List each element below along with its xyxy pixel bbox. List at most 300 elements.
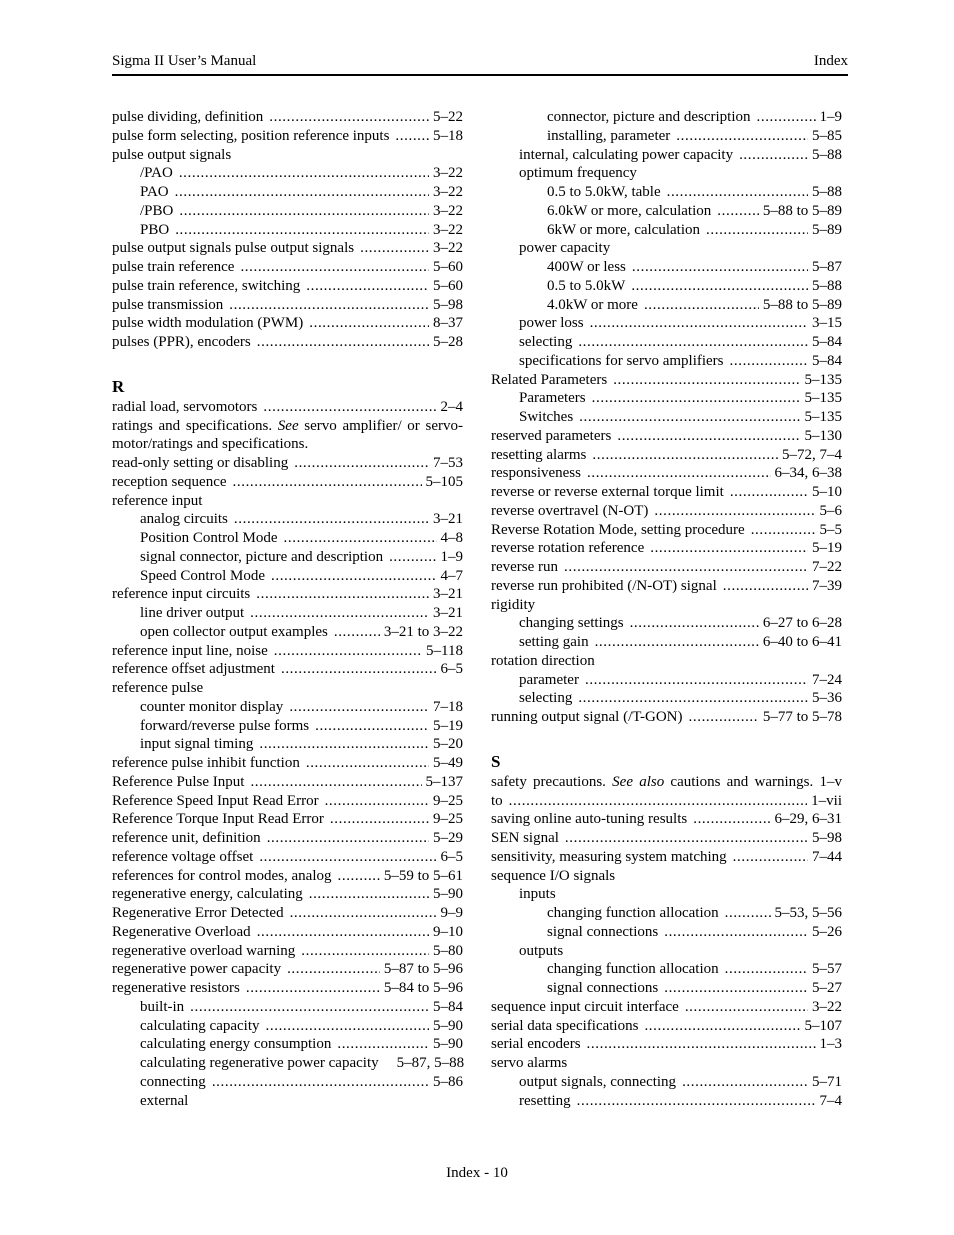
index-entry-text: SEN signal <box>491 830 559 846</box>
page-ref: 5–19 <box>812 540 842 557</box>
page-ref: 6–5 <box>440 661 463 678</box>
page-ref: 5–20 <box>433 736 463 753</box>
index-entry-text: changing function allocation <box>547 961 719 978</box>
page-ref: 5–88 to 5–89 <box>762 202 842 219</box>
section-heading: S <box>491 751 501 771</box>
leader-dots <box>284 529 437 548</box>
page-ref: 5–88 to 5–89 <box>762 296 842 313</box>
leader-dots <box>592 446 778 465</box>
page-ref: 5–84 <box>812 334 842 350</box>
leader-dots <box>234 510 429 529</box>
page-ref: 7–4 <box>819 1092 842 1109</box>
index-entry <box>112 998 463 1017</box>
page-ref: 5–60 <box>433 277 463 294</box>
index-entry <box>112 1092 463 1111</box>
leader-dots <box>259 848 436 867</box>
page-ref: 4–7 <box>440 567 463 584</box>
index-entry <box>491 314 842 333</box>
index-entry <box>112 296 463 315</box>
index-entry <box>491 792 842 811</box>
index-entry <box>112 867 463 886</box>
leader-dots <box>757 108 816 127</box>
index-entry-text: serial data specifications <box>491 1017 639 1034</box>
index-entry-text: input signal timing <box>140 736 254 753</box>
index-entry <box>491 596 842 615</box>
index-entry <box>112 529 463 548</box>
index-entry-text: rigidity <box>491 596 536 613</box>
leader-dots <box>676 127 808 146</box>
leader-dots <box>587 464 771 483</box>
index-entry-text: safety precautions. <box>491 773 613 790</box>
index-entry-text: pulse dividing, definition <box>112 109 264 125</box>
leader-dots <box>315 717 429 736</box>
index-entry-text: Regenerative Error Detected <box>112 905 284 921</box>
index-entry-text: reception sequence <box>112 473 227 490</box>
index-entry <box>491 464 842 483</box>
index-entry <box>112 1073 463 1092</box>
leader-dots <box>306 277 429 296</box>
index-entry <box>491 521 842 540</box>
index-entry <box>491 333 842 352</box>
page-ref: 6–27 to 6–28 <box>762 615 842 632</box>
page-ref: 7–18 <box>433 698 463 715</box>
index-entry-text: Reference Speed Input Read Error <box>112 792 319 809</box>
index-entry-text: Parameters <box>519 390 586 407</box>
index-entry <box>112 623 463 642</box>
index-entry <box>112 885 463 904</box>
index-entry <box>112 473 463 492</box>
leader-dots <box>644 296 759 315</box>
index-entry <box>112 1054 463 1073</box>
cross-reference-label: See <box>277 417 299 434</box>
index-entry-text: Related Parameters <box>491 371 608 388</box>
leader-dots <box>175 183 429 202</box>
index-entry <box>112 146 463 165</box>
leader-dots <box>733 848 808 867</box>
index-entry <box>112 923 463 942</box>
page-ref: 3–21 to 3–22 <box>383 623 463 640</box>
leader-dots <box>650 539 808 558</box>
index-entry-text: 0.5 to 5.0kW, table <box>547 184 661 200</box>
index-entry-text: ratings and specifications. <box>112 417 278 434</box>
page-ref: 1–9 <box>819 109 842 125</box>
index-entry-text: inputs <box>519 886 556 903</box>
index-entry <box>112 258 463 277</box>
leader-dots <box>590 314 808 333</box>
leader-dots <box>631 277 808 296</box>
index-entry <box>491 239 842 258</box>
leader-dots <box>266 1017 429 1036</box>
index-entry-text: signal connections <box>547 923 659 940</box>
page-ref: 3–22 <box>433 221 463 238</box>
index-entry <box>491 502 842 521</box>
leader-dots <box>706 221 808 240</box>
leader-dots <box>725 960 808 979</box>
leader-dots <box>269 108 429 127</box>
index-entry-text: resetting <box>519 1092 571 1109</box>
page-ref: 9–9 <box>440 905 463 921</box>
index-entry <box>491 810 842 829</box>
index-entry <box>112 717 463 736</box>
leader-dots <box>256 585 429 604</box>
leader-dots <box>271 567 437 586</box>
index-entry-text: forward/reverse pulse forms <box>140 717 310 734</box>
index-entry <box>112 1017 463 1036</box>
index-entry-text: sequence I/O signals <box>491 867 616 884</box>
leader-dots <box>259 735 429 754</box>
index-entry <box>112 221 463 240</box>
index-entry-text: Speed Control Mode <box>140 567 265 584</box>
index-entry-text: 6.0kW or more, calculation <box>547 202 712 219</box>
leader-dots <box>338 867 380 886</box>
leader-dots <box>617 427 800 446</box>
index-entry <box>112 183 463 202</box>
leader-dots <box>301 942 429 961</box>
page-ref: 5–18 <box>433 127 463 144</box>
leader-dots <box>667 183 808 202</box>
leader-dots <box>730 352 808 371</box>
leader-dots <box>190 998 429 1017</box>
running-header-section: Index <box>813 53 848 69</box>
index-entry <box>491 829 842 848</box>
leader-dots <box>175 221 429 240</box>
index-entry-text: signal connections <box>547 980 659 996</box>
page-ref: 5–130 <box>804 427 842 444</box>
index-entry-text: installing, parameter <box>547 127 671 144</box>
index-entry-text: pulse form selecting, position reference inputs <box>112 127 390 144</box>
page-ref: 5–135 <box>804 371 842 388</box>
index-entry <box>491 671 842 690</box>
page-ref: 2–4 <box>440 398 463 415</box>
leader-dots <box>654 502 815 521</box>
leader-dots <box>281 660 437 679</box>
index-entry-text: responsiveness <box>491 465 581 482</box>
page-ref: 6–29, 6–31 <box>774 811 842 828</box>
leader-dots <box>263 398 436 417</box>
page-ref: 7–44 <box>812 848 842 865</box>
leader-dots <box>689 708 759 727</box>
leader-dots <box>257 923 429 942</box>
index-entry <box>112 735 463 754</box>
index-entry-text: /PAO <box>140 165 173 182</box>
index-entry-text: regenerative energy, calculating <box>112 886 303 903</box>
index-entry-text: radial load, servomotors <box>112 398 258 415</box>
page-ref: 5–107 <box>804 1017 842 1034</box>
page-ref: 5–84 <box>433 998 463 1015</box>
page-number: Index - 10 <box>446 1165 508 1181</box>
index-entry <box>491 389 842 408</box>
page-ref: 6–40 to 6–41 <box>762 634 842 650</box>
index-entry <box>491 127 842 146</box>
page-ref: 3–21 <box>433 586 463 603</box>
leader-dots <box>250 773 421 792</box>
leader-dots <box>330 810 429 829</box>
page-ref: 6–34, 6–38 <box>774 465 842 482</box>
index-entry-text: changing function allocation <box>547 905 719 921</box>
index-entry <box>112 454 463 473</box>
index-entry <box>112 604 463 623</box>
leader-dots <box>579 408 800 427</box>
index-column-right <box>491 108 842 1110</box>
index-entry <box>491 408 842 427</box>
index-entry-text: reference pulse inhibit function <box>112 755 300 771</box>
index-entry <box>112 164 463 183</box>
index-entry-text: cautions and warnings. 1–v <box>664 773 842 790</box>
index-entry-text: signal connector, picture and description <box>140 548 384 565</box>
header-rule <box>112 74 848 76</box>
index-entry <box>491 108 842 127</box>
index-entry <box>491 708 842 727</box>
leader-dots <box>725 904 771 923</box>
leader-dots <box>682 1073 808 1092</box>
leader-dots <box>565 829 808 848</box>
index-entry <box>491 352 842 371</box>
index-entry <box>491 979 842 998</box>
index-entry <box>491 164 842 183</box>
index-entry-text: connecting <box>140 1073 206 1090</box>
index-entry <box>112 202 463 221</box>
leader-dots <box>294 454 429 473</box>
index-entry <box>112 1035 463 1054</box>
index-entry <box>112 333 463 352</box>
leader-dots <box>693 810 770 829</box>
index-entry <box>491 942 842 961</box>
index-entry <box>112 585 463 604</box>
index-entry-text: servo amplifier/ or servo- <box>298 417 463 434</box>
page-ref: 5–77 to 5–78 <box>762 709 842 725</box>
page-ref: 5–137 <box>425 773 463 790</box>
index-entry <box>112 773 463 792</box>
index-entry-text: pulse train reference <box>112 259 235 275</box>
leader-dots <box>717 202 759 221</box>
index-entry-text: output signals, connecting <box>519 1073 677 1090</box>
index-entry <box>112 679 463 698</box>
page-ref: 5–53, 5–56 <box>774 905 842 921</box>
page-ref: 5–19 <box>433 717 463 734</box>
index-entry-text: PBO <box>140 221 170 238</box>
index-entry-text: pulse transmission <box>112 296 224 313</box>
leader-dots <box>179 202 429 221</box>
index-entry <box>491 689 842 708</box>
index-entry <box>491 427 842 446</box>
index-entry-text: Reverse Rotation Mode, setting procedure <box>491 521 745 538</box>
page-ref: 7–24 <box>812 671 842 688</box>
index-entry <box>112 314 463 333</box>
index-entry-text: reference input line, noise <box>112 642 268 659</box>
page-ref: 3–22 <box>812 998 842 1015</box>
leader-dots <box>751 521 816 540</box>
page-ref: 5–85 <box>812 127 842 144</box>
leader-dots <box>685 998 808 1017</box>
page-ref: 5–49 <box>433 755 463 771</box>
index-entry-text: reverse overtravel (N-OT) <box>491 502 649 519</box>
leader-dots <box>664 923 808 942</box>
index-entry-text: sensitivity, measuring system matching <box>491 848 727 865</box>
index-entry-text: power capacity <box>519 240 611 257</box>
index-entry <box>491 1073 842 1092</box>
index-entry-text: open collector output examples <box>140 623 328 640</box>
leader-dots <box>632 258 808 277</box>
index-entry-text: 4.0kW or more <box>547 296 638 313</box>
index-entry-line <box>491 773 842 792</box>
index-entry-text: saving online auto-tuning results <box>491 811 688 828</box>
leader-dots <box>287 960 380 979</box>
index-entry <box>491 904 842 923</box>
index-entry-text: PAO <box>140 184 169 200</box>
index-entry <box>491 539 842 558</box>
index-entry <box>112 642 463 661</box>
leader-dots <box>578 333 808 352</box>
index-entry-line <box>112 417 463 436</box>
leader-dots <box>334 623 380 642</box>
index-entry-text: reference offset adjustment <box>112 661 275 678</box>
page-ref: 5–29 <box>433 830 463 846</box>
index-entry <box>112 904 463 923</box>
page-ref: 5–87 <box>812 259 842 275</box>
index-entry <box>491 848 842 867</box>
leader-dots <box>212 1073 429 1092</box>
leader-dots <box>730 483 808 502</box>
page-ref: 5–72, 7–4 <box>782 446 842 463</box>
leader-dots <box>613 371 800 390</box>
page-ref: 5–84 to 5–96 <box>383 980 463 996</box>
leader-dots <box>389 548 436 567</box>
page-ref: 5–28 <box>433 334 463 350</box>
index-entry-text: regenerative overload warning <box>112 942 296 959</box>
page-ref: 1–vii <box>811 792 842 809</box>
index-entry <box>112 492 463 511</box>
index-entry-text: pulse output signals pulse output signals <box>112 240 355 257</box>
page-ref: 9–25 <box>433 811 463 828</box>
page-ref: 5–105 <box>425 473 463 490</box>
index-entry-text: reference unit, definition <box>112 830 261 846</box>
index-entry <box>491 446 842 465</box>
index-entry <box>491 885 842 904</box>
index-entry-text: 6kW or more, calculation <box>547 221 701 238</box>
index-entry <box>112 792 463 811</box>
index-entry <box>112 567 463 586</box>
index-entry-text: calculating energy consumption <box>140 1036 332 1053</box>
leader-dots <box>585 671 808 690</box>
page-ref: 5–135 <box>804 390 842 407</box>
index-entry <box>112 108 463 127</box>
index-entry <box>491 258 842 277</box>
index-entry-text: reference voltage offset <box>112 848 254 865</box>
index-entry <box>112 848 463 867</box>
index-entry <box>112 942 463 961</box>
index-entry-text: pulse output signals <box>112 146 232 163</box>
page-ref: 7–22 <box>812 559 842 575</box>
index-entry-text: reverse rotation reference <box>491 540 645 557</box>
index-entry-line <box>112 435 463 454</box>
page-ref: 1–9 <box>440 548 463 565</box>
leader-dots <box>246 979 380 998</box>
page-ref: 5–90 <box>433 886 463 903</box>
index-entry-text: reference input <box>112 492 203 509</box>
index-entry <box>491 1035 842 1054</box>
index-entry <box>112 829 463 848</box>
index-entry-text: power loss <box>519 315 584 332</box>
index-entry-text: 0.5 to 5.0kW <box>547 277 626 294</box>
page-ref: 5–118 <box>426 642 463 659</box>
index-entry-text: connector, picture and description <box>547 109 751 125</box>
page-ref: 8–37 <box>433 315 463 332</box>
page-ref: 5–57 <box>812 961 842 978</box>
index-entry-text: servo alarms <box>491 1055 568 1071</box>
index-entry-text: built-in <box>140 998 185 1015</box>
index-entry <box>112 698 463 717</box>
index-entry-text: to <box>491 792 503 809</box>
index-entry-text: sequence input circuit interface <box>491 998 679 1015</box>
index-entry-text: /PBO <box>140 202 174 219</box>
index-entry-text: resetting alarms <box>491 446 587 463</box>
index-entry <box>491 633 842 652</box>
leader-dots <box>630 614 759 633</box>
leader-dots <box>325 792 429 811</box>
index-entry-text: regenerative power capacity <box>112 961 282 978</box>
index-entry-text: external <box>140 1092 189 1109</box>
page-ref: 5–26 <box>812 923 842 940</box>
index-entry <box>491 202 842 221</box>
page-ref: 3–21 <box>433 605 463 621</box>
page-ref: 9–25 <box>433 792 463 809</box>
page-ref: 5–5 <box>819 521 842 538</box>
page-ref: 3–22 <box>433 184 463 200</box>
page-ref: 5–27 <box>812 980 842 996</box>
index-entry <box>491 146 842 165</box>
index-entry-text: calculating capacity <box>140 1017 260 1034</box>
index-entry <box>491 221 842 240</box>
leader-dots <box>664 979 808 998</box>
index-entry-text: outputs <box>519 942 564 959</box>
leader-dots <box>595 633 759 652</box>
index-entry-text: serial encoders <box>491 1036 581 1053</box>
index-entry-text: selecting <box>519 334 573 350</box>
index-entry-text: selecting <box>519 690 573 707</box>
index-entry-text: reverse or reverse external torque limit <box>491 484 724 500</box>
index-entry-text: specifications for servo amplifiers <box>519 352 724 369</box>
page-ref: 5–135 <box>804 409 842 425</box>
leader-dots <box>592 389 801 408</box>
index-entry-text: counter monitor display <box>140 698 284 715</box>
index-entry-text: reverse run <box>491 559 559 575</box>
index-entry-text: rotation direction <box>491 652 595 669</box>
index-entry-text: regenerative resistors <box>112 980 240 996</box>
leader-dots <box>509 792 807 811</box>
index-entry-text: motor/ratings and specifications. <box>112 436 309 453</box>
page-ref: 5–6 <box>819 502 842 519</box>
page-ref: 5–88 <box>812 184 842 200</box>
index-entry <box>491 867 842 886</box>
index-entry <box>112 127 463 146</box>
leader-dots <box>644 1017 800 1036</box>
page-ref: 7–39 <box>812 577 842 594</box>
index-entry-text: line driver output <box>140 605 245 621</box>
index-entry-text: Regenerative Overload <box>112 923 251 940</box>
leader-dots <box>274 642 422 661</box>
page-ref: 3–15 <box>812 315 842 332</box>
page-ref: 3–22 <box>433 240 463 257</box>
leader-dots <box>240 258 429 277</box>
index-entry <box>491 558 842 577</box>
leader-dots <box>229 296 429 315</box>
index-entry <box>112 960 463 979</box>
index-entry <box>491 1017 842 1036</box>
index-entry <box>112 548 463 567</box>
leader-dots <box>739 146 808 165</box>
index-entry <box>112 398 463 417</box>
index-entry <box>491 773 842 792</box>
